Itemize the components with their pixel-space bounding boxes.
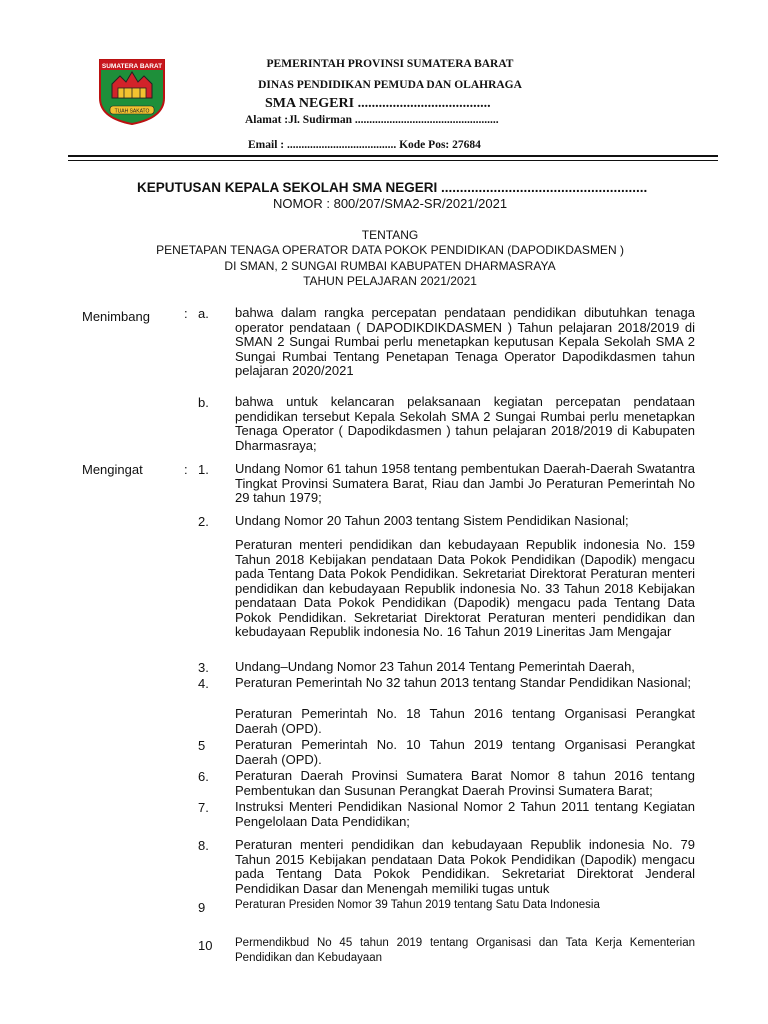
- header-line-school: SMA NEGERI ......................................: [265, 96, 491, 111]
- menimbang-a-text: bahwa dalam rangka percepatan pendataan pendidikan dibutuhkan tenaga operator pendataan ( DAPODIKDIKDASMEN ) Tahun pelajaran 2018/2019 di SMAN 2 Sungai Rumbai perlu menetapkan keputusan Kepala Sekolah SMA 2 Sungai Rumbai Tentang Penetapan Tenaga Operator Dapodikdasmen tahun pelajaran 2020/2021: [235, 305, 695, 378]
- mengingat-7-text: Instruksi Menteri Pendidikan Nasional Nomor 2 Tahun 2011 tentang Kegiatan Pengelolaan Data Pendidikan;: [235, 799, 695, 829]
- mengingat-colon: :: [184, 462, 188, 477]
- mengingat-1-text: Undang Nomor 61 tahun 1958 tentang pembentukan Daerah-Daerah Swatantra Tingkat Provinsi Sumatera Barat, Riau dan Jambi Jo Peraturan Pemerintah No 29 tahun 1979;: [235, 461, 695, 505]
- header-line-address: Alamat :Jl. Sudirman ..................................................: [245, 114, 499, 126]
- mengingat-3-number: 3.: [198, 660, 209, 675]
- decree-subject-line3: TAHUN PELAJARAN 2021/2021: [303, 274, 477, 288]
- mengingat-6-text: Peraturan Daerah Provinsi Sumatera Barat Nomor 8 tahun 2016 tentang Pembentukan dan Susunan Perangkat Daerah Provinsi Sumatera Barat;: [235, 768, 695, 798]
- mengingat-9-number: 9: [198, 900, 206, 915]
- decree-subject-line2: DI SMAN, 2 SUNGAI RUMBAI KABUPATEN DHARMASRAYA: [224, 259, 556, 273]
- province-logo: [98, 58, 166, 126]
- decree-about: TENTANG: [361, 228, 419, 242]
- mengingat-2-text: Undang Nomor 20 Tahun 2003 tentang Sistem Pendidikan Nasional;: [235, 513, 629, 528]
- mengingat-6-number: 6.: [198, 769, 209, 784]
- logo-title-text: SUMATERA BARAT: [101, 63, 163, 70]
- decree-title: KEPUTUSAN KEPALA SEKOLAH SMA NEGERI .......................................................: [137, 180, 648, 195]
- menimbang-b-text: bahwa untuk kelancaran pelaksanaan kegiatan percepatan pendataan pendidikan tersebut Kepala Sekolah SMA 2 Sungai Rumbai perlu menetapkan Tenaga Operator ( Dapodikdasmen ) tahun pelajaran 2018/2019 di Kabupaten Dharmasraya;: [235, 394, 695, 453]
- menimbang-b-number: b.: [198, 395, 209, 410]
- menimbang-a-number: a.: [198, 306, 209, 321]
- mengingat-7-number: 7.: [198, 800, 209, 815]
- menimbang-label: Menimbang: [82, 309, 150, 324]
- header-line-agency: DINAS PENDIDIKAN PEMUDA DAN OLAHRAGA: [258, 79, 522, 91]
- mengingat-8-text: Peraturan menteri pendidikan dan kebudayaan Republik indonesia No. 79 Tahun 2015 Kebijakan pendataan Data Pokok Pendidikan (Dapodik) mengacu pada Tentang Data Pokok Pendidikan. Sekretariat Direktorat Jenderal Pendidikan Dasar dan Menengah memiliki tugas untuk: [235, 837, 695, 896]
- header-divider-thin: [68, 160, 718, 161]
- mengingat-8-number: 8.: [198, 838, 209, 853]
- mengingat-9-text: Peraturan Presiden Nomor 39 Tahun 2019 tentang Satu Data Indonesia: [235, 899, 600, 911]
- logo-motto-text: TUAH SAKATO: [114, 108, 150, 115]
- decree-number: NOMOR : 800/207/SMA2-SR/2021/2021: [272, 196, 508, 211]
- mengingat-2-number: 2.: [198, 514, 209, 529]
- mengingat-10-text: Permendikbud No 45 tahun 2019 tentang Organisasi dan Tata Kerja Kementerian Pendidikan dan Kebudayaan: [235, 937, 695, 964]
- header-line-government: PEMERINTAH PROVINSI SUMATERA BARAT: [266, 58, 514, 70]
- mengingat-10-number: 10: [198, 938, 213, 953]
- mengingat-label: Mengingat: [82, 462, 143, 477]
- mengingat-1-number: 1.: [198, 462, 209, 477]
- mengingat-4-text: Peraturan Pemerintah No 32 tahun 2013 tentang Standar Pendidikan Nasional;: [235, 675, 692, 690]
- mengingat-5-number: 5: [198, 738, 206, 753]
- mengingat-3-text: Undang–Undang Nomor 23 Tahun 2014 Tentang Pemerintah Daerah,: [235, 659, 635, 674]
- mengingat-5-text: Peraturan Pemerintah No. 10 Tahun 2019 tentang Organisasi Perangkat Daerah (OPD).: [235, 737, 695, 767]
- header-line-email: Email : ...................................... Kode Pos: 27684: [248, 139, 481, 151]
- mengingat-4-number: 4.: [198, 676, 209, 691]
- decree-subject-line1: PENETAPAN TENAGA OPERATOR DATA POKOK PENDIDIKAN (DAPODIKDASMEN ): [156, 243, 624, 257]
- mengingat-2b-text: Peraturan menteri pendidikan dan kebudayaan Republik indonesia No. 159 Tahun 2018 Kebijakan pendataan Data Pokok Pendidikan (Dapodik) mengacu pada Tentang Data Pokok Pendidikan. Sekretariat Direktorat Peraturan menteri pendidikan dan kebudayaan Republik indonesia No. 33 Tahun 2018 Kebijakan pendataan Data Pokok Pendidikan (Dapodik) mengacu pada Tentang Data Pokok Pendidikan. Sekretariat Direktorat Peraturan menteri pendidikan dan kebudayaan Republik indonesia No. 16 Tahun 2019 Lineritas Jam Mengajar: [235, 537, 695, 639]
- header-divider-thick: [68, 155, 718, 157]
- mengingat-4b-text: Peraturan Pemerintah No. 18 Tahun 2016 tentang Organisasi Perangkat Daerah (OPD).: [235, 706, 695, 736]
- menimbang-colon: :: [184, 306, 188, 321]
